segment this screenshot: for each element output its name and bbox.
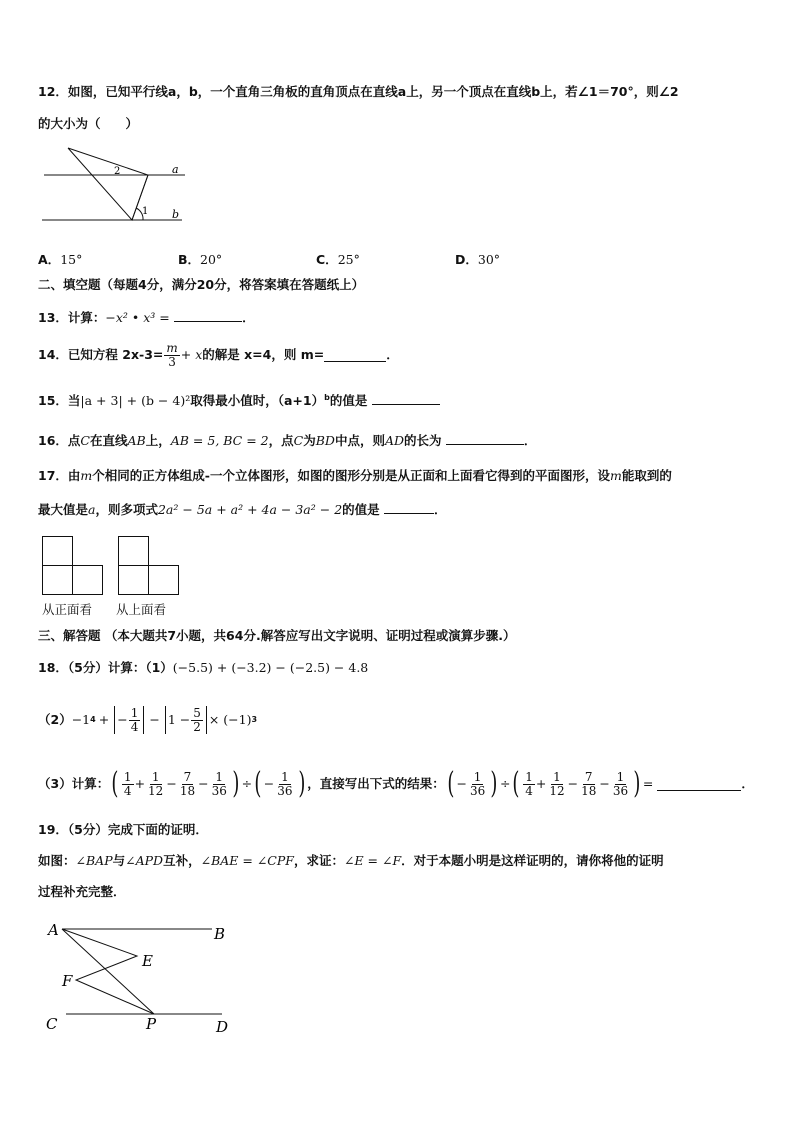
q19-line3: 过程补充完整． [38, 884, 126, 899]
q12-option-c: C．25° [316, 252, 360, 267]
q17-top-caption: 从上面看 [116, 602, 167, 617]
q17-front-caption: 从正面看 [42, 602, 93, 617]
q12-figure [40, 142, 190, 226]
label-B: B [214, 925, 226, 943]
q19-figure [44, 916, 244, 1040]
q12-option-b: B．20° [178, 252, 223, 267]
label-F: F [62, 972, 73, 990]
q16: 16．点C在直线AB上，AB = 5, BC = 2，点C为BD中点，则AD的长为 ． [38, 433, 537, 448]
q18-part3: （3）计算： ( $\frac{1}{4}$ + $\frac{1}{12}$ − $\frac{7}{18}$ − $\frac{1}{36}$ ) ÷ ( − $\frac{1}{36}$ ) ，直接写出下式的结果： ( − $\frac{1}{36}$ ) ÷ ( $\frac{1}{4}$ + $\frac{1}{12}$ − $\frac{7}{18}$ − $\frac{1}{36}$ ) = ． [38, 766, 754, 801]
label-a: a [172, 163, 179, 176]
label-D: D [216, 1018, 229, 1036]
section-2-heading: 二、填空题（每题4分，满分20分，将答案填在答题纸上） [38, 277, 365, 292]
q17-line2: 最大值是a，则多项式2a² − 5a + a² + 4a − 3a² − 2的值是 ． [38, 502, 447, 517]
label-E: E [142, 952, 153, 970]
q18-part2: （2） −1 4 + − $\frac{1}{4}$ − 1 − $\frac{5}{2}$ × (−1) 3 [38, 705, 258, 734]
q15: 15．当|a + 3| + (b − 4)²取得最小值时，$(a+1)^b$的值是 [38, 390, 440, 409]
label-P: P [146, 1015, 157, 1033]
q14: 14．已知方程 2x-3= $\frac{m}{3}$ + x 的解是 x=4，则 m= ． [38, 340, 399, 369]
q19-line2: 如图：∠BAP与∠APD互补，∠BAE = ∠CPF，求证：∠E = ∠F．对于本题小明是这样证明的，请你将他的证明 [38, 853, 664, 868]
label-1: 1 [142, 206, 149, 217]
q12-option-a: A．15° [38, 252, 83, 267]
q17-front-view [42, 536, 104, 596]
q18-part1: 18．（5分）计算：（1）(−5.5) + (−3.2) − (−2.5) − 4.8 [38, 660, 369, 675]
q12-line2: 的大小为（ ） [38, 116, 139, 131]
q12-option-d: D．30° [455, 252, 501, 267]
q17-top-view [118, 536, 180, 596]
label-A: A [48, 921, 59, 939]
q17-line1: 17．由m个相同的正方体组成-一个立体图形，如图的图形分别是从正面和上面看它得到的平面图形，设m能取到的 [38, 468, 672, 483]
label-b: b [172, 208, 180, 221]
q19-heading: 19．（5分）完成下面的证明． [38, 822, 208, 837]
section-3-heading: 三、解答题 （本大题共7小题，共64分.解答应写出文字说明、证明过程或演算步骤.） [38, 628, 516, 643]
label-C: C [46, 1015, 58, 1033]
q13: 13．计算：−x² • x³ = ． [38, 310, 255, 325]
q12-line1: 12．如图，已知平行线a，b，一个直角三角板的直角顶点在直线a上，另一个顶点在直线b上，若∠1＝70°，则∠2 [38, 84, 679, 99]
label-2: 2 [114, 166, 121, 177]
